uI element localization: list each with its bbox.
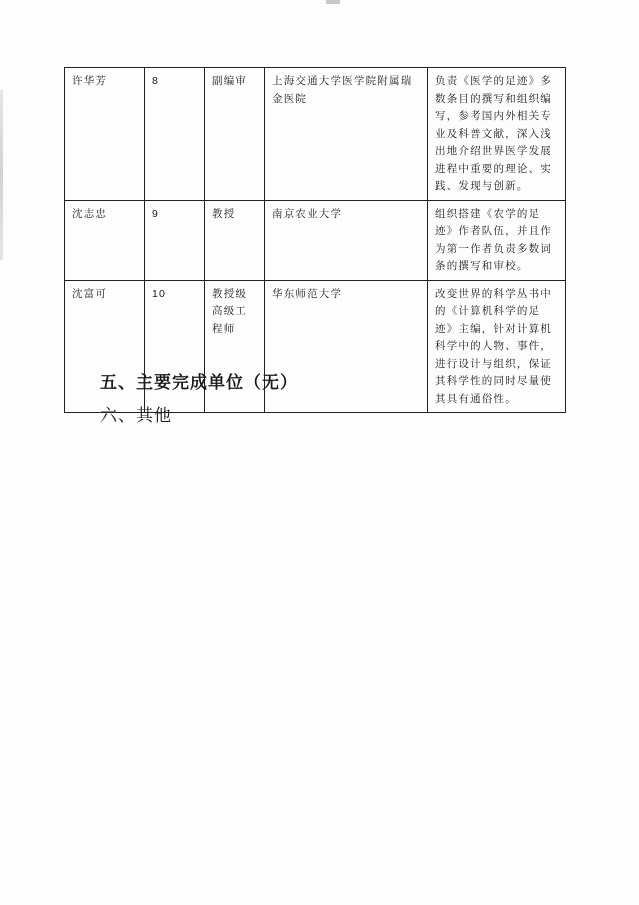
- rank-cell: 9: [145, 200, 205, 280]
- name-cell: 许华芳: [65, 68, 145, 201]
- title-cell: 教授级高级工程师: [205, 280, 265, 413]
- section-heading-others: 六、其他: [100, 406, 172, 426]
- unit-cell: 华东师范大学: [265, 280, 428, 413]
- rank-cell: 10: [145, 280, 205, 413]
- title-cell: 副编审: [205, 68, 265, 201]
- contribution-cell: 组织搭建《农学的足迹》作者队伍，并且作为第一作者负责多数词条的撰写和审校。: [428, 200, 566, 280]
- scan-artifact-edge: [0, 90, 3, 260]
- section-heading-main-units: 五、主要完成单位（无）: [100, 373, 298, 393]
- unit-cell: 南京农业大学: [265, 200, 428, 280]
- rank-cell: 8: [145, 68, 205, 201]
- contribution-cell: 负责《医学的足迹》多数条目的撰写和组织编写，参考国内外相关专业及科普文献，深入浅出地介绍世界医学发展进程中重要的理论、实践、发现与创新。: [428, 68, 566, 201]
- title-cell: 教授: [205, 200, 265, 280]
- table-row: [65, 200, 566, 280]
- contributors-table: [64, 67, 566, 413]
- contribution-cell: 改变世界的科学丛书中的《计算机科学的足迹》主编，针对计算机科学中的人物、事件，进行设计与组织，保证其科学性的同时尽量使其具有通俗性。: [428, 280, 566, 413]
- unit-cell: 上海交通大学医学院附属瑞金医院: [265, 68, 428, 201]
- scan-artifact-top: [326, 0, 340, 4]
- name-cell: 沈富可: [65, 280, 145, 413]
- name-cell: 沈志忠: [65, 200, 145, 280]
- table-row: [65, 68, 566, 201]
